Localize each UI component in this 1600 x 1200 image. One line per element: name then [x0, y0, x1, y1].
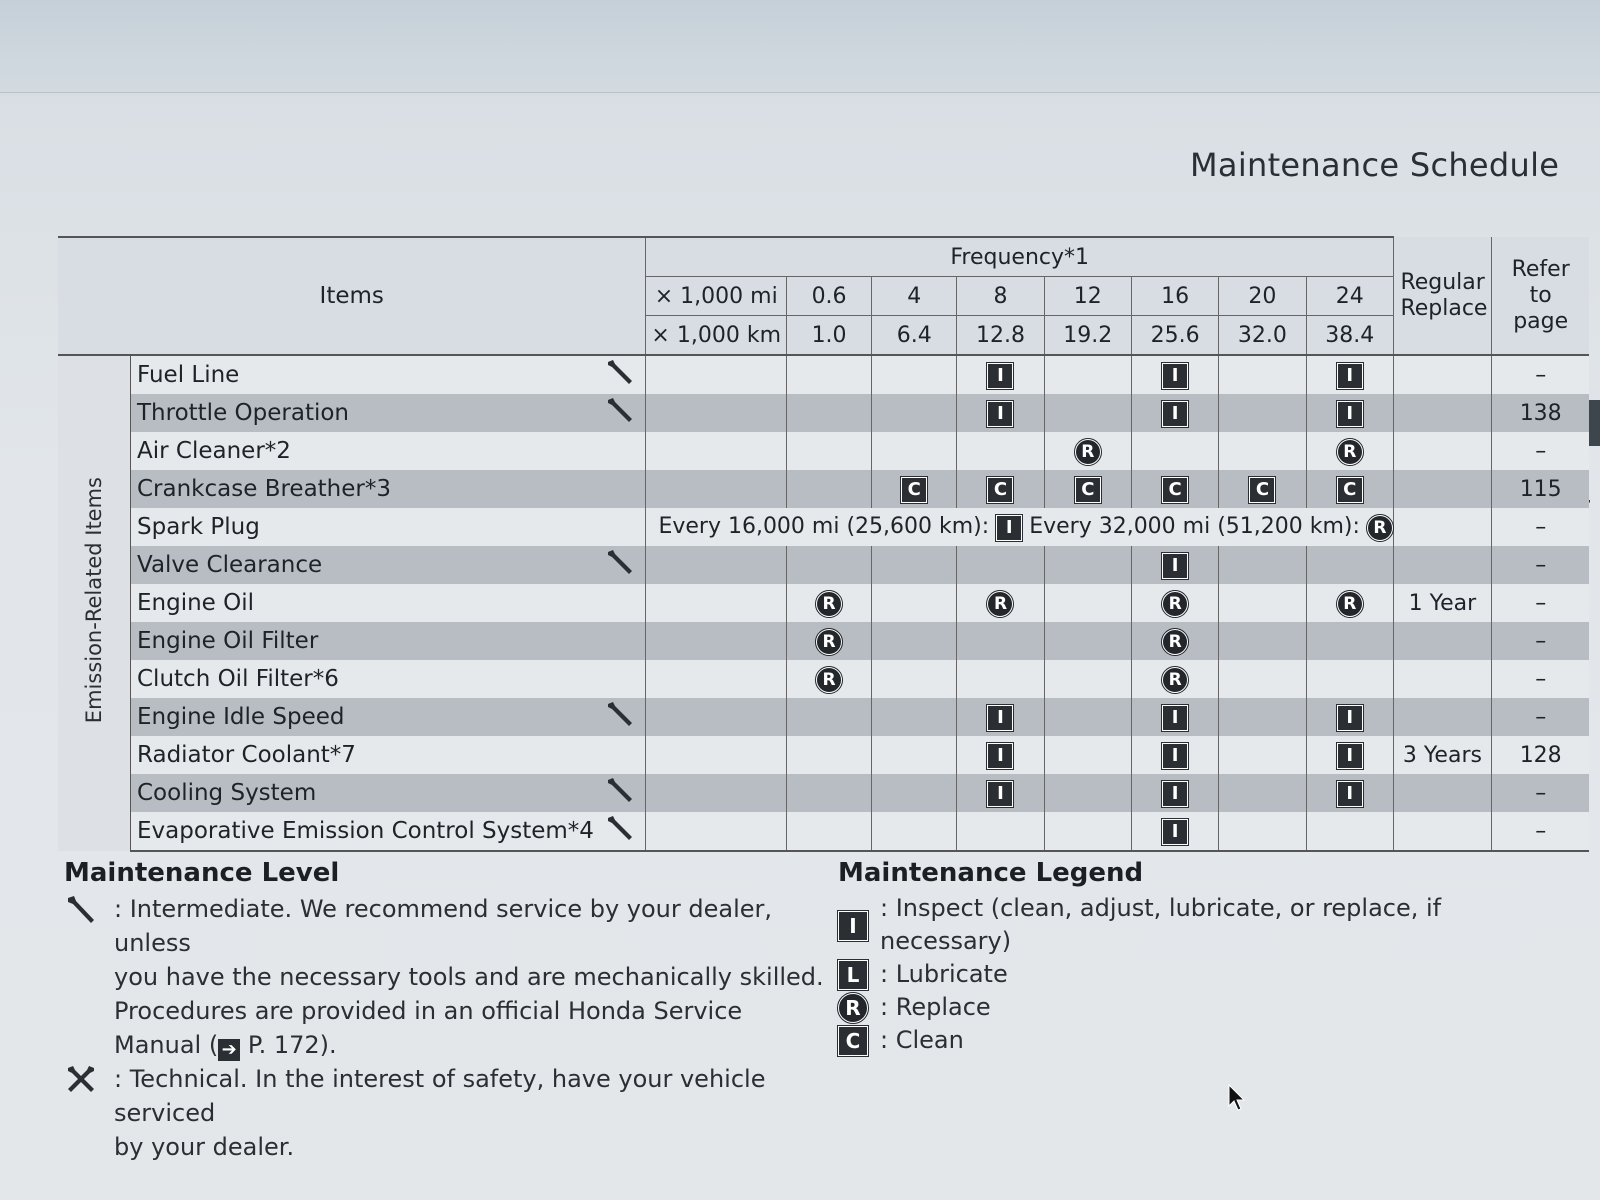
frequency-cell: [786, 432, 871, 470]
unit-column-cell: [646, 698, 787, 736]
unit-column-cell: [646, 546, 787, 584]
table-row: [58, 546, 1589, 584]
unit-column-cell: [646, 355, 787, 394]
frequency-cell: [786, 470, 871, 508]
unit-column-cell: [646, 774, 787, 812]
regular-replace-cell: [1393, 470, 1491, 508]
frequency-cell: [1219, 622, 1306, 660]
table-row: [58, 432, 1589, 470]
frequency-cell: [1219, 660, 1306, 698]
symbol-i-icon: I: [987, 363, 1013, 389]
frequency-cell: [1219, 432, 1306, 470]
frequency-cell: [1044, 660, 1131, 698]
frequency-cell: [1306, 698, 1393, 736]
maintenance-level-section: [64, 858, 824, 1164]
frequency-cell: [1306, 736, 1393, 774]
frequency-cell: [1131, 660, 1218, 698]
frequency-cell: [786, 622, 871, 660]
frequency-cell: [1219, 698, 1306, 736]
frequency-cell: [1219, 546, 1306, 584]
unit-column-cell: [646, 660, 787, 698]
maintenance-level-cell: [594, 584, 646, 622]
symbol-c-icon: C: [1337, 477, 1363, 503]
symbol-i-icon: I: [1162, 781, 1188, 807]
symbol-c-icon: C: [838, 1026, 868, 1056]
legend-item: [838, 892, 1538, 958]
intermediate-line-3: Procedures are provided in an official Honda Service: [114, 997, 743, 1025]
regular-replace-cell: [1393, 546, 1491, 584]
legend-text: : Clean: [880, 1026, 964, 1054]
frequency-cell: [1219, 394, 1306, 432]
frequency-cell: [872, 584, 957, 622]
regular-replace-cell: 3 Years: [1393, 736, 1491, 774]
legend-text: : Lubricate: [880, 960, 1008, 988]
frequency-cell: [872, 432, 957, 470]
frequency-cell: [957, 470, 1044, 508]
km-value: 12.8: [957, 316, 1044, 356]
table-row: [58, 470, 1589, 508]
items-header: Items: [58, 237, 646, 355]
frequency-cell: [786, 394, 871, 432]
symbol-r-icon: R: [1337, 591, 1363, 617]
legend-text: : Replace: [880, 993, 991, 1021]
symbol-i-icon: I: [1162, 401, 1188, 427]
refer-page-cell[interactable]: –: [1491, 698, 1589, 736]
table-row: [58, 736, 1589, 774]
frequency-cell: [872, 355, 957, 394]
frequency-cell: [1131, 546, 1218, 584]
wrench-icon: [605, 699, 635, 729]
mi-value: 4: [872, 277, 957, 316]
frequency-header: Frequency*1: [646, 237, 1394, 277]
km-value: 38.4: [1306, 316, 1393, 356]
technical-line-2: by your dealer.: [114, 1133, 295, 1161]
symbol-i-icon: I: [1162, 705, 1188, 731]
symbol-r-icon: R: [838, 993, 868, 1023]
maintenance-level-cell: [594, 546, 646, 584]
legend-item: [838, 958, 1538, 991]
frequency-cell: [872, 660, 957, 698]
frequency-cell: [957, 698, 1044, 736]
regular-replace-cell: [1393, 622, 1491, 660]
frequency-cell: [872, 812, 957, 851]
symbol-r-icon: R: [1162, 667, 1188, 693]
km-value: 25.6: [1131, 316, 1218, 356]
frequency-cell: [1306, 470, 1393, 508]
table-row: [58, 508, 1589, 546]
wrench-icon: [605, 547, 635, 577]
frequency-cell: [1044, 394, 1131, 432]
frequency-cell: [1131, 736, 1218, 774]
frequency-cell: [1044, 355, 1131, 394]
symbol-r-icon: R: [816, 591, 842, 617]
unit-column-cell: [646, 736, 787, 774]
frequency-cell: [1131, 584, 1218, 622]
symbol-c-icon: C: [1075, 477, 1101, 503]
symbol-i-icon: I: [1337, 743, 1363, 769]
frequency-cell: [786, 774, 871, 812]
item-name: Clutch Oil Filter*6: [131, 660, 594, 698]
symbol-i-icon: I: [996, 515, 1022, 541]
frequency-cell: [1219, 470, 1306, 508]
unit-column-cell: [646, 622, 787, 660]
frequency-cell: [1306, 394, 1393, 432]
unit-mi-label: × 1,000 mi: [646, 277, 787, 316]
regular-replace-cell: [1393, 660, 1491, 698]
km-value: 1.0: [786, 316, 871, 356]
item-name: Spark Plug: [131, 508, 594, 546]
wrench-icon: [64, 892, 114, 935]
table-row: [58, 774, 1589, 812]
symbol-i-icon: I: [987, 743, 1013, 769]
frequency-cell: [1044, 774, 1131, 812]
symbol-i-icon: I: [838, 911, 868, 941]
symbol-i-icon: I: [1162, 819, 1188, 845]
frequency-cell: [957, 812, 1044, 851]
mi-value: 12: [1044, 277, 1131, 316]
maintenance-level-cell: [594, 736, 646, 774]
symbol-i-icon: I: [987, 401, 1013, 427]
intermediate-line-4: Manual ( ➔ P. 172).: [114, 1031, 337, 1060]
frequency-cell: [786, 736, 871, 774]
frequency-cell: [872, 470, 957, 508]
symbol-r-icon: R: [1162, 591, 1188, 617]
maintenance-level-cell: [594, 432, 646, 470]
regular-replace-cell: 1 Year: [1393, 584, 1491, 622]
frequency-cell: [1131, 355, 1218, 394]
frequency-cell: [1131, 432, 1218, 470]
symbol-i-icon: I: [1337, 781, 1363, 807]
frequency-cell: [1306, 432, 1393, 470]
symbol-r-icon: R: [1337, 439, 1363, 465]
frequency-cell: [786, 812, 871, 851]
symbol-i-icon: I: [987, 781, 1013, 807]
km-value: 6.4: [872, 316, 957, 356]
km-value: 19.2: [1044, 316, 1131, 356]
frequency-cell: [1306, 774, 1393, 812]
frequency-cell: [1131, 698, 1218, 736]
symbol-r-icon: R: [1367, 515, 1393, 541]
refer-page-header: Refer to page: [1491, 237, 1589, 355]
wrench-icon: [605, 357, 635, 387]
maintenance-level-cell: [594, 622, 646, 660]
frequency-cell: [1306, 355, 1393, 394]
frequency-cell: [957, 394, 1044, 432]
unit-km-label: × 1,000 km: [646, 316, 787, 356]
frequency-cell: [786, 660, 871, 698]
legend-item: [838, 1024, 1538, 1057]
mi-value: 8: [957, 277, 1044, 316]
maintenance-level-cell: [594, 470, 646, 508]
regular-replace-cell: [1393, 508, 1491, 546]
intermediate-line-1: : Intermediate. We recommend service by your dealer, unless: [114, 895, 773, 957]
frequency-cell: [872, 622, 957, 660]
km-value: 32.0: [1219, 316, 1306, 356]
regular-replace-header: Regular Replace: [1393, 237, 1491, 355]
regular-replace-cell: [1393, 812, 1491, 851]
symbol-r-icon: R: [1162, 629, 1188, 655]
mi-value: 24: [1306, 277, 1393, 316]
frequency-cell: [786, 584, 871, 622]
unit-column-cell: [646, 470, 787, 508]
regular-replace-cell: [1393, 394, 1491, 432]
refer-page-cell[interactable]: –: [1491, 355, 1589, 394]
refer-page-cell[interactable]: –: [1491, 812, 1589, 851]
mi-value: 20: [1219, 277, 1306, 316]
frequency-cell: [1044, 622, 1131, 660]
table-row: [58, 812, 1589, 851]
refer-page-cell[interactable]: –: [1491, 508, 1589, 546]
frequency-cell: [872, 736, 957, 774]
arrow-right-icon[interactable]: ➔: [218, 1039, 240, 1061]
refer-page-cell[interactable]: 115: [1491, 470, 1589, 508]
wrench-icon: [605, 775, 635, 805]
frequency-cell: [1219, 355, 1306, 394]
maintenance-level-cell: [594, 660, 646, 698]
symbol-i-icon: I: [1337, 705, 1363, 731]
symbol-l-icon: L: [838, 960, 868, 990]
mouse-cursor-icon: [1228, 1084, 1248, 1116]
symbol-i-icon: I: [987, 705, 1013, 731]
emission-group-label: Emission-Related Items: [58, 355, 131, 851]
frequency-cell: [1044, 546, 1131, 584]
wrench-icon: [605, 813, 635, 843]
refer-page-cell[interactable]: –: [1491, 584, 1589, 622]
maintenance-schedule-table: [58, 236, 1589, 852]
frequency-cell: [1131, 774, 1218, 812]
frequency-cell: [957, 736, 1044, 774]
frequency-cell: [1044, 584, 1131, 622]
item-name: Air Cleaner*2: [131, 432, 594, 470]
frequency-cell: [1131, 394, 1218, 432]
refer-page-cell[interactable]: 128: [1491, 736, 1589, 774]
symbol-i-icon: I: [1337, 401, 1363, 427]
symbol-i-icon: I: [1337, 363, 1363, 389]
table-row: [58, 394, 1589, 432]
crossed-tools-icon: [64, 1062, 114, 1105]
regular-replace-cell: [1393, 355, 1491, 394]
item-name: Engine Idle Speed: [131, 698, 594, 736]
frequency-cell: [1131, 622, 1218, 660]
symbol-c-icon: C: [1249, 477, 1275, 503]
spark-plug-interval: Every 16,000 mi (25,600 km): I Every 32,000 mi (51,200 km): R: [646, 508, 1394, 546]
frequency-cell: [786, 698, 871, 736]
unit-column-cell: [646, 584, 787, 622]
frequency-cell: [957, 432, 1044, 470]
regular-replace-cell: [1393, 698, 1491, 736]
frequency-cell: [1219, 584, 1306, 622]
legend-text: : Inspect (clean, adjust, lubricate, or replace, if necessary): [880, 894, 1442, 955]
item-name: Fuel Line: [131, 355, 594, 394]
table-row: [58, 584, 1589, 622]
item-name: Crankcase Breather*3: [131, 470, 594, 508]
frequency-cell: [1306, 622, 1393, 660]
maintenance-legend-title: Maintenance Legend: [838, 858, 1144, 888]
symbol-c-icon: C: [987, 477, 1013, 503]
frequency-cell: [786, 546, 871, 584]
symbol-r-icon: R: [816, 667, 842, 693]
frequency-cell: [1306, 812, 1393, 851]
item-name: Evaporative Emission Control System*4: [131, 812, 594, 851]
refer-page-cell[interactable]: –: [1491, 546, 1589, 584]
frequency-cell: [872, 698, 957, 736]
frequency-cell: [786, 355, 871, 394]
refer-page-cell[interactable]: 138: [1491, 394, 1589, 432]
item-name: Throttle Operation: [131, 394, 594, 432]
frequency-cell: [1044, 432, 1131, 470]
frequency-cell: [872, 774, 957, 812]
frequency-cell: [872, 394, 957, 432]
unit-column-cell: [646, 394, 787, 432]
legend-item: [838, 991, 1538, 1024]
table-row: [58, 698, 1589, 736]
frequency-cell: [1044, 470, 1131, 508]
symbol-r-icon: R: [987, 591, 1013, 617]
maintenance-level-cell: [594, 812, 646, 851]
maintenance-level-cell: [594, 394, 646, 432]
frequency-cell: [1044, 736, 1131, 774]
frequency-cell: [957, 774, 1044, 812]
unit-column-cell: [646, 812, 787, 851]
frequency-cell: [1131, 470, 1218, 508]
maintenance-level-title: Maintenance Level: [64, 858, 340, 888]
refer-page-cell[interactable]: –: [1491, 660, 1589, 698]
frequency-cell: [1306, 584, 1393, 622]
refer-page-cell[interactable]: –: [1491, 432, 1589, 470]
unit-column-cell: [646, 432, 787, 470]
table-row: [58, 660, 1589, 698]
frequency-cell: [872, 546, 957, 584]
page-title: Maintenance Schedule: [1190, 146, 1560, 184]
symbol-i-icon: I: [1162, 553, 1188, 579]
frequency-cell: [957, 584, 1044, 622]
item-name: Valve Clearance: [131, 546, 594, 584]
symbol-r-icon: R: [816, 629, 842, 655]
refer-page-cell[interactable]: –: [1491, 774, 1589, 812]
item-name: Engine Oil: [131, 584, 594, 622]
symbol-c-icon: C: [1162, 477, 1188, 503]
intermediate-line-2: you have the necessary tools and are mechanically skilled.: [114, 963, 824, 991]
maintenance-level-cell: [594, 508, 646, 546]
frequency-cell: [1306, 546, 1393, 584]
symbol-c-icon: C: [901, 477, 927, 503]
frequency-cell: [1044, 698, 1131, 736]
item-name: Engine Oil Filter: [131, 622, 594, 660]
frequency-cell: [957, 355, 1044, 394]
mi-value: 16: [1131, 277, 1218, 316]
symbol-i-icon: I: [1162, 363, 1188, 389]
table-row: [58, 355, 1589, 394]
mi-value: 0.6: [786, 277, 871, 316]
symbol-i-icon: I: [1162, 743, 1188, 769]
item-name: Radiator Coolant*7: [131, 736, 594, 774]
regular-replace-cell: [1393, 774, 1491, 812]
frequency-cell: [1044, 812, 1131, 851]
wrench-icon: [605, 395, 635, 425]
maintenance-level-cell: [594, 698, 646, 736]
symbol-r-icon: R: [1075, 439, 1101, 465]
frequency-cell: [1219, 736, 1306, 774]
regular-replace-cell: [1393, 432, 1491, 470]
page-top-band: [0, 0, 1600, 93]
refer-page-cell[interactable]: –: [1491, 622, 1589, 660]
frequency-cell: [1219, 774, 1306, 812]
maintenance-legend-section: [838, 858, 1538, 1057]
frequency-cell: [1306, 660, 1393, 698]
frequency-cell: [1131, 812, 1218, 851]
maintenance-level-cell: [594, 774, 646, 812]
table-row: [58, 622, 1589, 660]
frequency-cell: [957, 546, 1044, 584]
frequency-cell: [957, 660, 1044, 698]
frequency-cell: [1219, 812, 1306, 851]
frequency-cell: [957, 622, 1044, 660]
item-name: Cooling System: [131, 774, 594, 812]
maintenance-level-cell: [594, 355, 646, 394]
technical-line-1: : Technical. In the interest of safety, have your vehicle serviced: [114, 1065, 766, 1127]
